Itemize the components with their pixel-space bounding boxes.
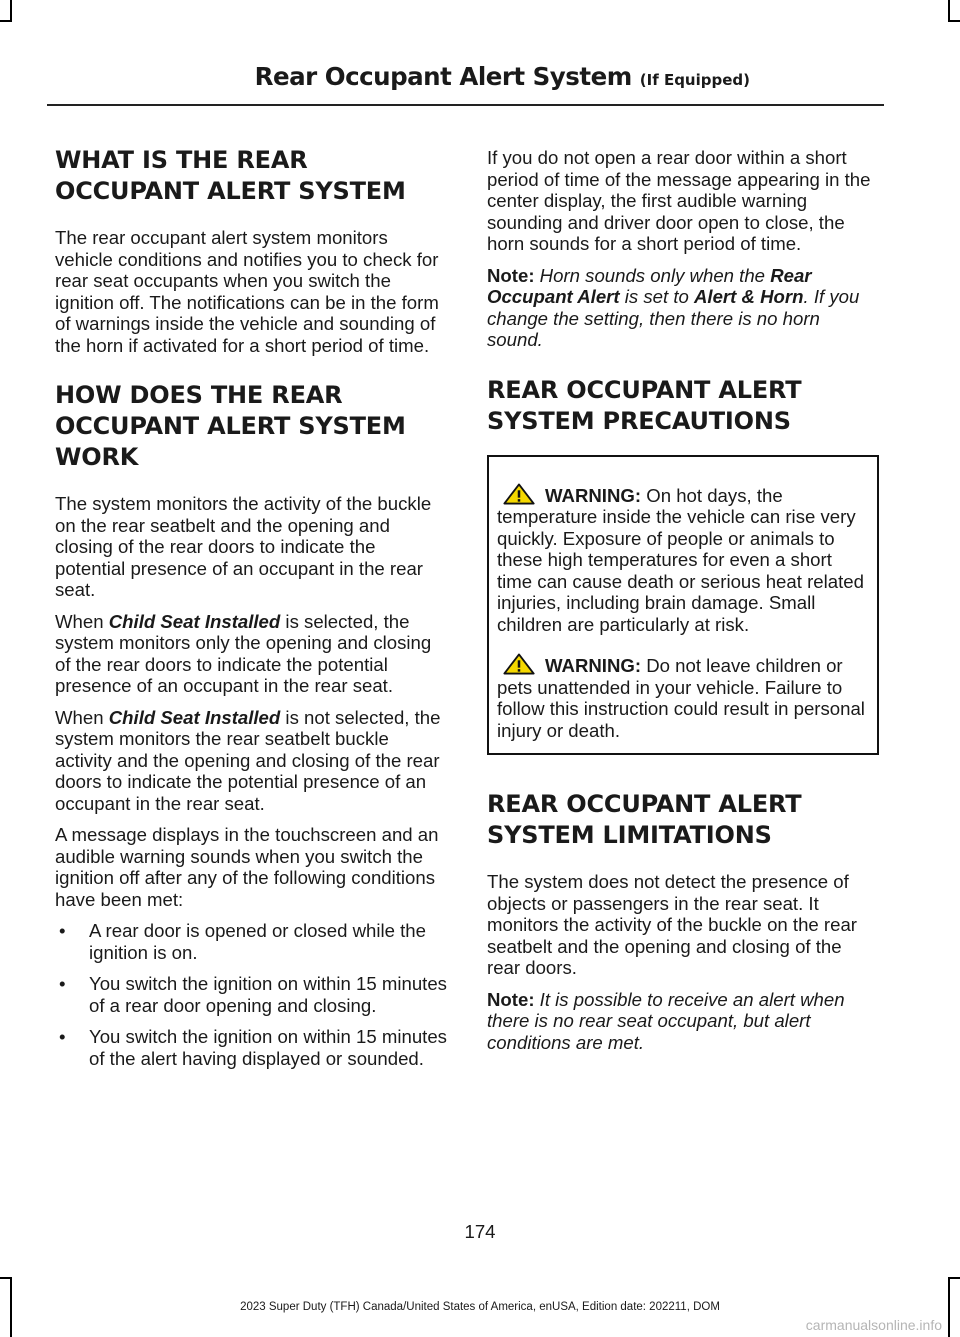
paragraph: The system monitors the activity of the buckle on the rear seatbelt and the opening and closing of the rear doors to indicate the potential presence of an occupant in the rear seat.	[55, 493, 432, 600]
conditions-list	[55, 920, 447, 1069]
note	[487, 265, 879, 351]
warning-paragraph	[497, 653, 865, 741]
section-heading-precautions: REAR OCCUPANT ALERT SYSTEM PRECAUTIONS	[487, 375, 802, 435]
crop-mark	[10, 0, 12, 22]
crop-mark	[0, 1277, 12, 1279]
text-run: It is possible to receive an alert when there is no rear seat occupant, but alert conditions are met.	[487, 988, 845, 1053]
text-run: is not selected, the system monitors the rear seatbelt buckle activity and the opening and closing of the rear doors to indicate the potential presence of an occupant in the rear seat.	[55, 706, 441, 814]
note-label: Note:	[487, 988, 535, 1010]
list-item	[55, 1026, 447, 1069]
warning-triangle-icon	[497, 653, 541, 675]
bullet-icon: •	[59, 920, 66, 941]
note-label: Note:	[487, 264, 535, 286]
text-run: Horn sounds only when the	[534, 264, 771, 286]
note	[487, 989, 879, 1054]
paragraph: The system does not detect the presence of objects or passengers in the rear seat. It monitors the activity of the buckle on the rear seatbelt and the opening and closing of the rear doors.	[487, 871, 857, 978]
crop-mark	[948, 0, 950, 22]
setting-name: Rear Occupant Alert	[487, 264, 812, 307]
list-item-text: You switch the ignition on within 15 minutes of the alert having displayed or sounded.	[89, 1026, 447, 1069]
warning-text: On hot days, the temperature inside the vehicle can rise very quickly. Exposure of people or animals to these high temperatures for even a short time can cause death or serious heat related injuries, including brain damage. Small children are particularly at risk.	[497, 484, 864, 635]
left-column	[55, 145, 447, 1079]
setting-name: Child Seat Installed	[108, 610, 281, 632]
bullet-icon: •	[59, 1026, 66, 1047]
page-header	[255, 62, 750, 91]
list-item-text: A rear door is opened or closed while the ignition is on.	[89, 920, 426, 963]
paragraph	[55, 707, 447, 815]
list-item	[55, 920, 447, 963]
paragraph: If you do not open a rear door within a short period of time of the message appearing in the center display, the first audible warning sounding and driver door open to close, the horn sounds for a short period of time.	[487, 147, 871, 254]
warning-triangle-icon	[497, 483, 541, 505]
text-run: is set to	[619, 286, 694, 307]
list-item	[55, 973, 447, 1016]
footer-edition-info: 2023 Super Duty (TFH) Canada/United States of America, enUSA, Edition date: 202211, DOM	[240, 1301, 720, 1313]
text-run: When	[55, 610, 109, 632]
paragraph: The rear occupant alert system monitors vehicle conditions and notifies you to check for rear seat occupants when you switch the ignition off. The notifications can be in the form of warnings inside the vehicle and sounding of the horn if activated for a short period of time.	[55, 227, 439, 356]
warning-box	[487, 455, 879, 756]
crop-mark	[948, 20, 960, 22]
warning-text: Do not leave children or pets unattended in your vehicle. Failure to follow this instruction could result in personal injury or death.	[497, 655, 865, 741]
page-number: 174	[464, 1221, 496, 1242]
text-run: . If you change the setting, then there is no horn sound.	[487, 286, 860, 350]
bullet-icon: •	[59, 973, 66, 994]
section-heading-limitations: REAR OCCUPANT ALERT SYSTEM LIMITATIONS	[487, 790, 802, 849]
warning-label: WARNING:	[545, 655, 642, 676]
list-item-text: You switch the ignition on within 15 minutes of a rear door opening and closing.	[89, 973, 447, 1016]
right-column	[487, 147, 879, 1063]
section-heading-what-is: WHAT IS THE REAR OCCUPANT ALERT SYSTEM	[55, 146, 406, 205]
setting-name: Child Seat Installed	[108, 706, 281, 728]
section-heading-how-it-works: HOW DOES THE REAR OCCUPANT ALERT SYSTEM WORK	[55, 381, 406, 471]
setting-value: Alert & Horn	[694, 286, 804, 307]
text-run: When	[55, 706, 109, 728]
warning-label: WARNING:	[545, 484, 642, 506]
header-divider	[47, 104, 884, 106]
crop-mark	[0, 20, 12, 22]
text-run: is selected, the system monitors only the opening and closing of the rear doors to indicate the potential presence of an occupant in the rear seat.	[55, 610, 432, 696]
paragraph: A message displays in the touchscreen and an audible warning sounds when you switch the ignition off after any of the following conditions have been met:	[55, 824, 439, 910]
watermark: carmanualsonline.info	[805, 1317, 942, 1333]
paragraph	[55, 611, 447, 697]
header-subtitle: (If Equipped)	[639, 71, 750, 89]
header-title: Rear Occupant Alert System	[254, 62, 632, 91]
warning-paragraph	[497, 483, 865, 636]
crop-mark	[948, 1277, 960, 1279]
